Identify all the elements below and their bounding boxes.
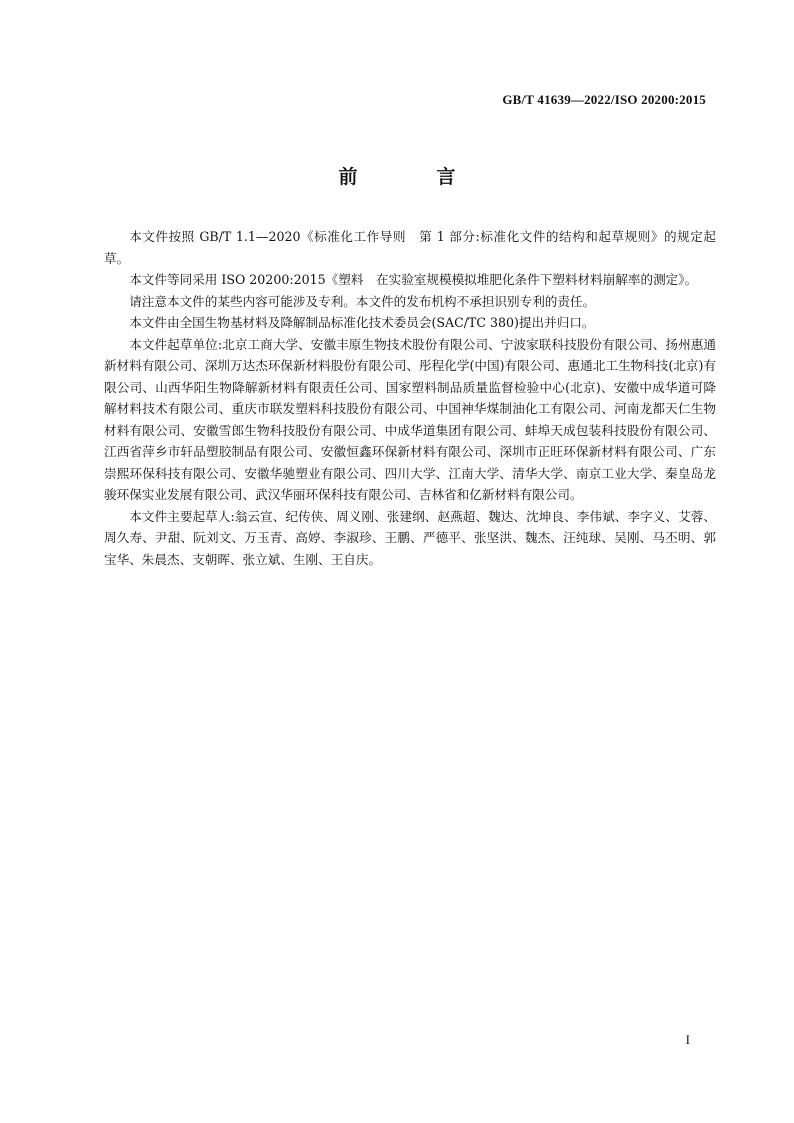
paragraph-drafting-rules: 本文件按照 GB/T 1.1—2020《标准化工作导则 第 1 部分:标准化文件的结构和起草规则》的规定起草。 [104,229,716,266]
page-title: 前 言 [338,166,486,188]
paragraph-iso-adoption: 本文件等同采用 ISO 20200:2015《塑料 在实验室规模模拟堆肥化条件下塑料材料崩解率的测定》。 [129,272,698,287]
standard-number: GB/T 41639—2022/ISO 20200:2015 [502,92,706,107]
paragraph-patent-notice: 请注意本文件的某些内容可能涉及专利。本文件的发布机构不承担识别专利的责任。 [129,293,596,309]
paragraph-drafting-units: 本文件起草单位:北京工商大学、安徽丰原生物技术股份有限公司、宁波家联科技股份有限公司、扬州惠通新材料有限公司、深圳万达杰环保新材料股份有限公司、彤程化学(中国)有限公司、惠通北工生物科技(北京)有限公司、山西华阳生物降解新材料有限责任公司、国家塑料制品质量监督检验中心(北京)、安徽中成华道可降解材料技术有限公司、重庆市联发塑料科技股份有限公司、中国神华煤制油化工有限公司、河南龙都天仁生物材料有限公司、安徽雪郎生物科技股份有限公司、中成华道集团有限公司、蚌埠天成包装科技股份有限公司、江西省萍乡市轩品塑胶制品有限公司、安徽恒鑫环保新材料有限公司、深圳市正旺环保新材料有限公司、广东崇熙环保科技有限公司、安徽华驰塑业有限公司、四川大学、江南大学、清华大学、南京工业大学、秦皇岛龙骏环保实业发展有限公司、武汉华丽环保科技有限公司、吉林省和亿新材料有限公司。 [104,336,716,502]
foreword-body [104,226,716,570]
page-number: I [685,1032,690,1047]
paragraph-committee: 本文件由全国生物基材料及降解制品标准化技术委员会(SAC/TC 380)提出并归口。 [129,315,595,330]
paragraph-drafters: 本文件主要起草人:翁云宣、纪传侠、周义刚、张建纲、赵燕超、魏达、沈坤良、李伟斌、李字义、艾蓉、周久寿、尹甜、阮刘文、万玉青、高婷、李淑珍、王鹏、严德平、张坚洪、魏杰、汪纯球、吴刚、马丕明、郭宝华、朱晨杰、支朝晖、张立斌、生刚、王自庆。 [104,508,716,567]
